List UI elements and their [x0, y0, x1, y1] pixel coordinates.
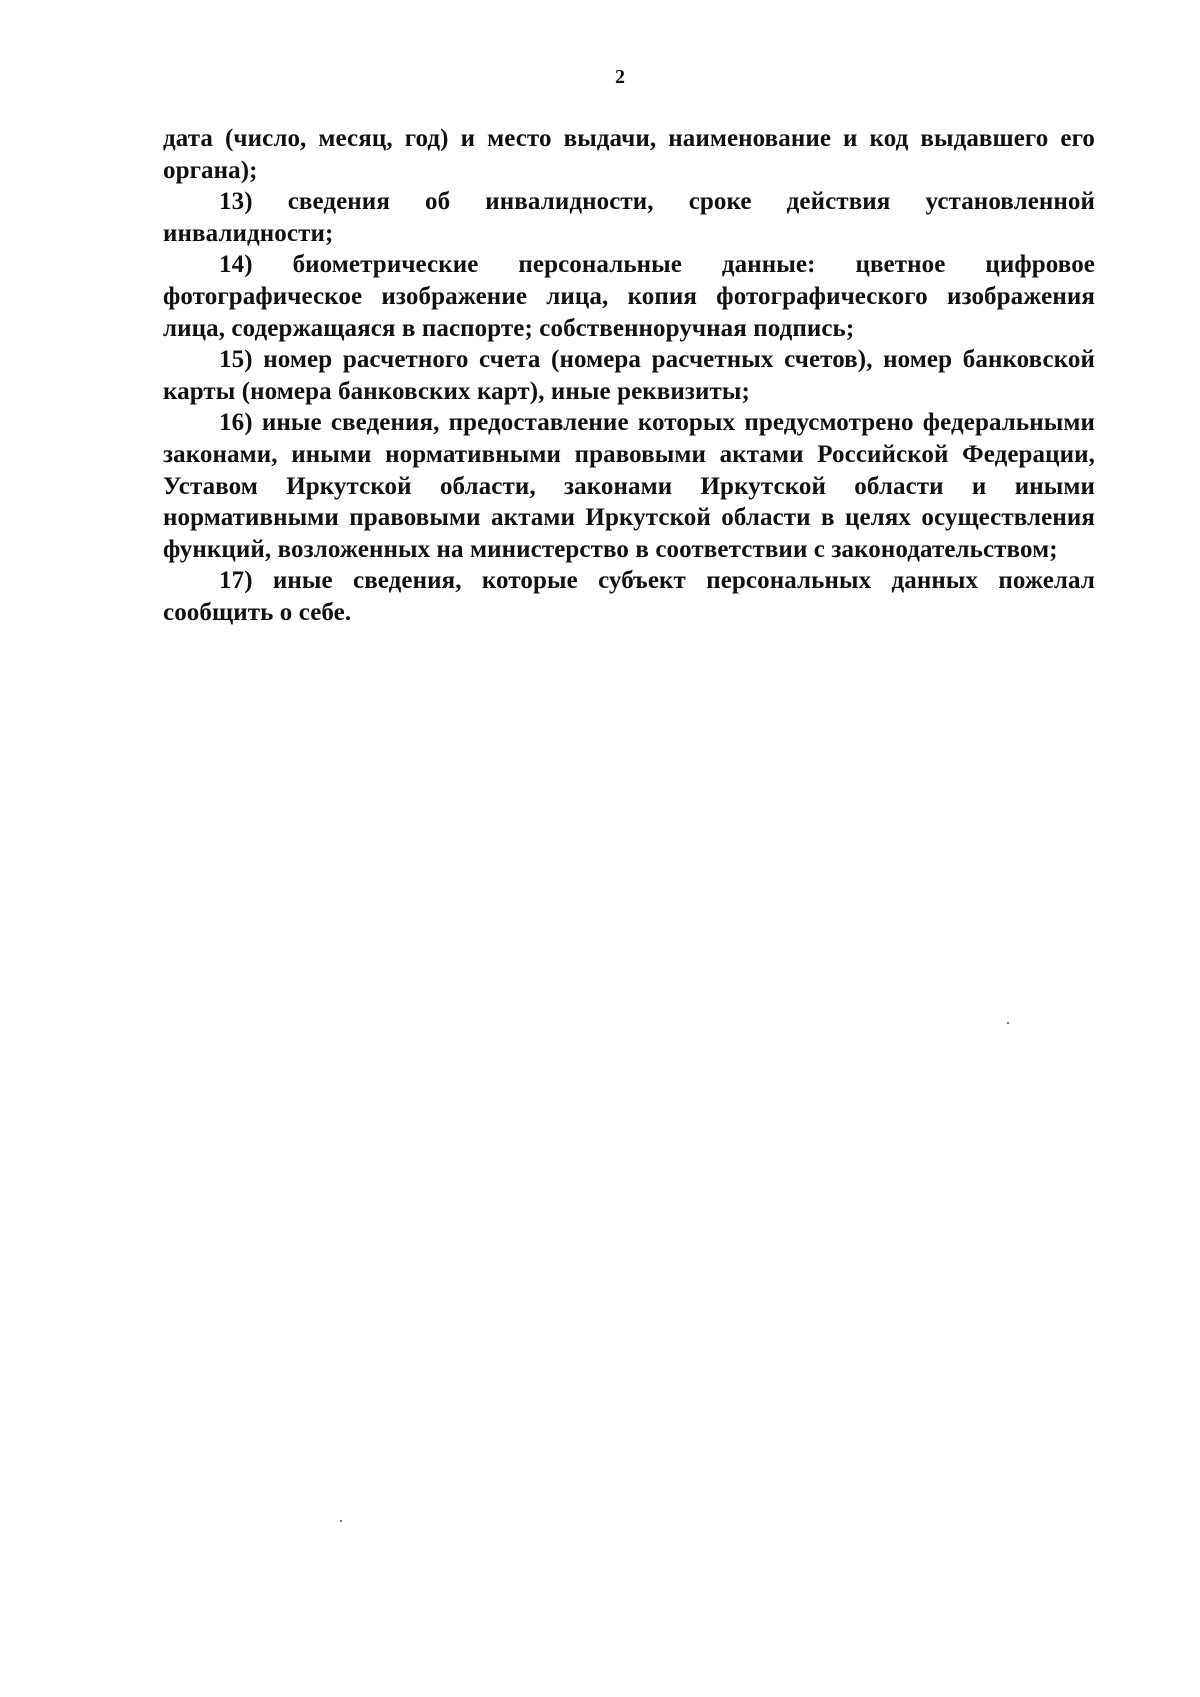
scan-speck	[340, 1520, 342, 1522]
paragraph-item-16: 16) иные сведения, предоставление которых предусмотрено федеральными законами, иными нормативными правовыми актами Российской Федерации, Уставом Иркутской области, законами Иркутской области и иными нормативными правовыми актами Иркутской области в целях осуществления функций, возложенных на министерство в соответствии с законодательством;	[163, 409, 1095, 563]
paragraph-item-17: 17) иные сведения, которые субъект персональных данных пожелал сообщить о себе.	[163, 567, 1095, 626]
document-body	[163, 123, 1095, 629]
scan-speck	[1007, 1022, 1009, 1024]
paragraph-item-13: 13) сведения об инвалидности, сроке действия установленной инвалидности;	[163, 188, 1095, 247]
page-number: 2	[615, 66, 625, 88]
paragraph-item-15: 15) номер расчетного счета (номера расчетных счетов), номер банковской карты (номера банковских карт), иные реквизиты;	[163, 346, 1095, 405]
paragraph-continuation: дата (число, месяц, год) и место выдачи, наименование и код выдавшего его органа);	[163, 125, 1095, 184]
paragraph-item-14: 14) биометрические персональные данные: цветное цифровое фотографическое изображение лица, копия фотографического изображения лица, содержащаяся в паспорте; собственноручная подпись;	[163, 251, 1095, 342]
